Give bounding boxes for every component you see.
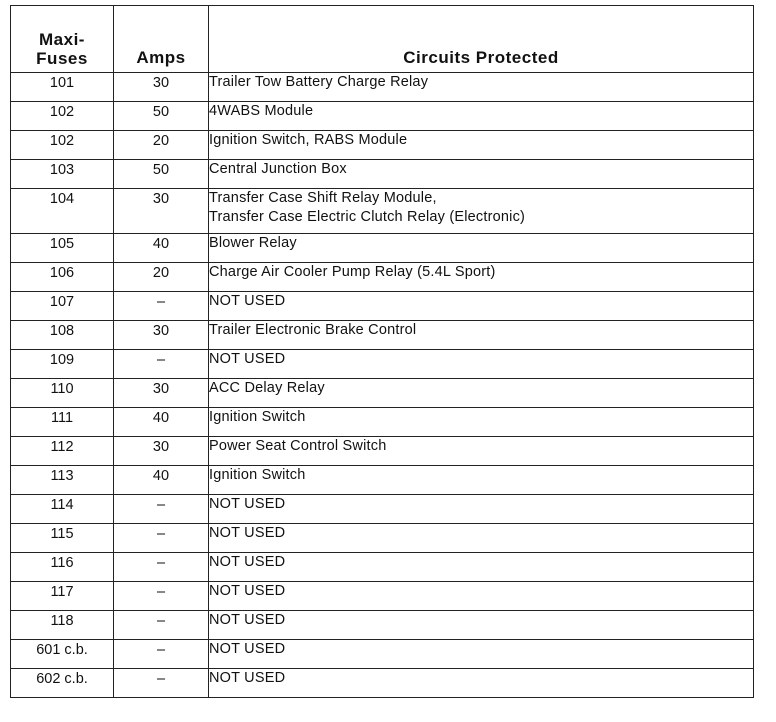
fuse-number-cell: 102 (11, 131, 114, 160)
fuse-number-cell: 117 (11, 582, 114, 611)
fuse-number-cell: 110 (11, 379, 114, 408)
table-row (11, 408, 754, 437)
circuits-cell (209, 131, 754, 160)
header-amps: Amps (114, 6, 209, 73)
table-row (11, 73, 754, 102)
circuit-text: NOT USED (209, 351, 286, 367)
circuits-cell (209, 73, 754, 102)
circuit-text: Trailer Electronic Brake Control (209, 322, 417, 338)
amps-cell: – (114, 611, 209, 640)
circuit-text: 4WABS Module (209, 103, 314, 119)
table-row (11, 102, 754, 131)
circuit-text: NOT USED (209, 670, 286, 686)
circuit-text: Charge Air Cooler Pump Relay (5.4L Sport) (209, 264, 496, 280)
circuit-text: Ignition Switch (209, 467, 306, 483)
circuits-cell (209, 189, 754, 234)
amps-cell: 30 (114, 437, 209, 466)
amps-cell: 40 (114, 408, 209, 437)
amps-cell: 30 (114, 321, 209, 350)
amps-cell: – (114, 669, 209, 698)
circuits-cell (209, 160, 754, 189)
table-row (11, 321, 754, 350)
header-circuits-protected: Circuits Protected (209, 6, 754, 73)
circuit-text: Central Junction Box (209, 161, 347, 177)
circuits-cell (209, 263, 754, 292)
circuit-text: NOT USED (209, 612, 286, 628)
amps-cell: – (114, 524, 209, 553)
fuse-number-cell: 111 (11, 408, 114, 437)
circuit-text: NOT USED (209, 583, 286, 599)
amps-cell: – (114, 495, 209, 524)
table-row (11, 582, 754, 611)
table-row (11, 350, 754, 379)
amps-cell: 40 (114, 234, 209, 263)
circuit-text: NOT USED (209, 496, 286, 512)
circuits-cell (209, 495, 754, 524)
fuse-number-cell: 103 (11, 160, 114, 189)
amps-cell: 20 (114, 131, 209, 160)
fuse-number-cell: 113 (11, 466, 114, 495)
circuits-cell (209, 582, 754, 611)
fuse-number-cell: 106 (11, 263, 114, 292)
fuse-number-cell: 109 (11, 350, 114, 379)
fuse-table (10, 5, 754, 698)
table-row (11, 640, 754, 669)
amps-cell: 20 (114, 263, 209, 292)
amps-cell: 50 (114, 160, 209, 189)
circuit-text: Ignition Switch (209, 409, 306, 425)
fuse-number-cell: 112 (11, 437, 114, 466)
fuse-number-cell: 118 (11, 611, 114, 640)
amps-cell: 30 (114, 73, 209, 102)
table-row (11, 495, 754, 524)
table-row (11, 160, 754, 189)
circuits-cell (209, 350, 754, 379)
fuse-number-cell: 105 (11, 234, 114, 263)
table-row (11, 437, 754, 466)
circuit-text: ACC Delay Relay (209, 380, 325, 396)
table-row (11, 234, 754, 263)
fuse-number-cell: 116 (11, 553, 114, 582)
amps-cell: – (114, 292, 209, 321)
circuits-cell (209, 321, 754, 350)
amps-cell: – (114, 640, 209, 669)
table-row (11, 263, 754, 292)
table-row (11, 379, 754, 408)
table-row (11, 466, 754, 495)
table-row (11, 611, 754, 640)
table-row (11, 524, 754, 553)
fuse-number-cell: 104 (11, 189, 114, 234)
table-row (11, 131, 754, 160)
amps-cell: – (114, 350, 209, 379)
amps-cell: 50 (114, 102, 209, 131)
circuits-cell (209, 524, 754, 553)
circuit-text: Power Seat Control Switch (209, 438, 387, 454)
circuits-cell (209, 292, 754, 321)
circuit-text: Blower Relay (209, 235, 297, 251)
circuit-text: Transfer Case Shift Relay Module, (209, 190, 437, 206)
fuse-number-cell: 102 (11, 102, 114, 131)
circuits-cell (209, 379, 754, 408)
circuit-text: NOT USED (209, 641, 286, 657)
circuits-cell (209, 466, 754, 495)
header-row (11, 6, 754, 73)
table-row (11, 553, 754, 582)
circuits-cell (209, 408, 754, 437)
circuits-cell (209, 437, 754, 466)
amps-cell: – (114, 582, 209, 611)
amps-cell: 30 (114, 189, 209, 234)
fuse-number-cell: 601 c.b. (11, 640, 114, 669)
fuse-number-cell: 107 (11, 292, 114, 321)
fuse-number-cell: 114 (11, 495, 114, 524)
fuse-number-cell: 101 (11, 73, 114, 102)
fuse-number-cell: 602 c.b. (11, 669, 114, 698)
amps-cell: 40 (114, 466, 209, 495)
circuit-text: NOT USED (209, 554, 286, 570)
circuits-cell (209, 640, 754, 669)
table-row (11, 669, 754, 698)
header-fuse-line2: Fuses (36, 49, 88, 68)
header-fuse-line1: Maxi- (39, 30, 85, 49)
amps-cell: – (114, 553, 209, 582)
fuse-number-cell: 108 (11, 321, 114, 350)
fuse-table-body (11, 73, 754, 698)
table-row (11, 292, 754, 321)
circuit-text: NOT USED (209, 293, 286, 309)
circuit-text: Ignition Switch, RABS Module (209, 132, 408, 148)
circuit-text: Trailer Tow Battery Charge Relay (209, 74, 429, 90)
circuit-text: Transfer Case Electric Clutch Relay (Electronic) (209, 209, 526, 225)
fuse-number-cell: 115 (11, 524, 114, 553)
circuits-cell (209, 102, 754, 131)
circuits-cell (209, 669, 754, 698)
header-maxi-fuses (11, 6, 114, 73)
table-row (11, 189, 754, 234)
circuits-cell (209, 611, 754, 640)
circuits-cell (209, 553, 754, 582)
circuits-cell (209, 234, 754, 263)
amps-cell: 30 (114, 379, 209, 408)
circuit-text: NOT USED (209, 525, 286, 541)
